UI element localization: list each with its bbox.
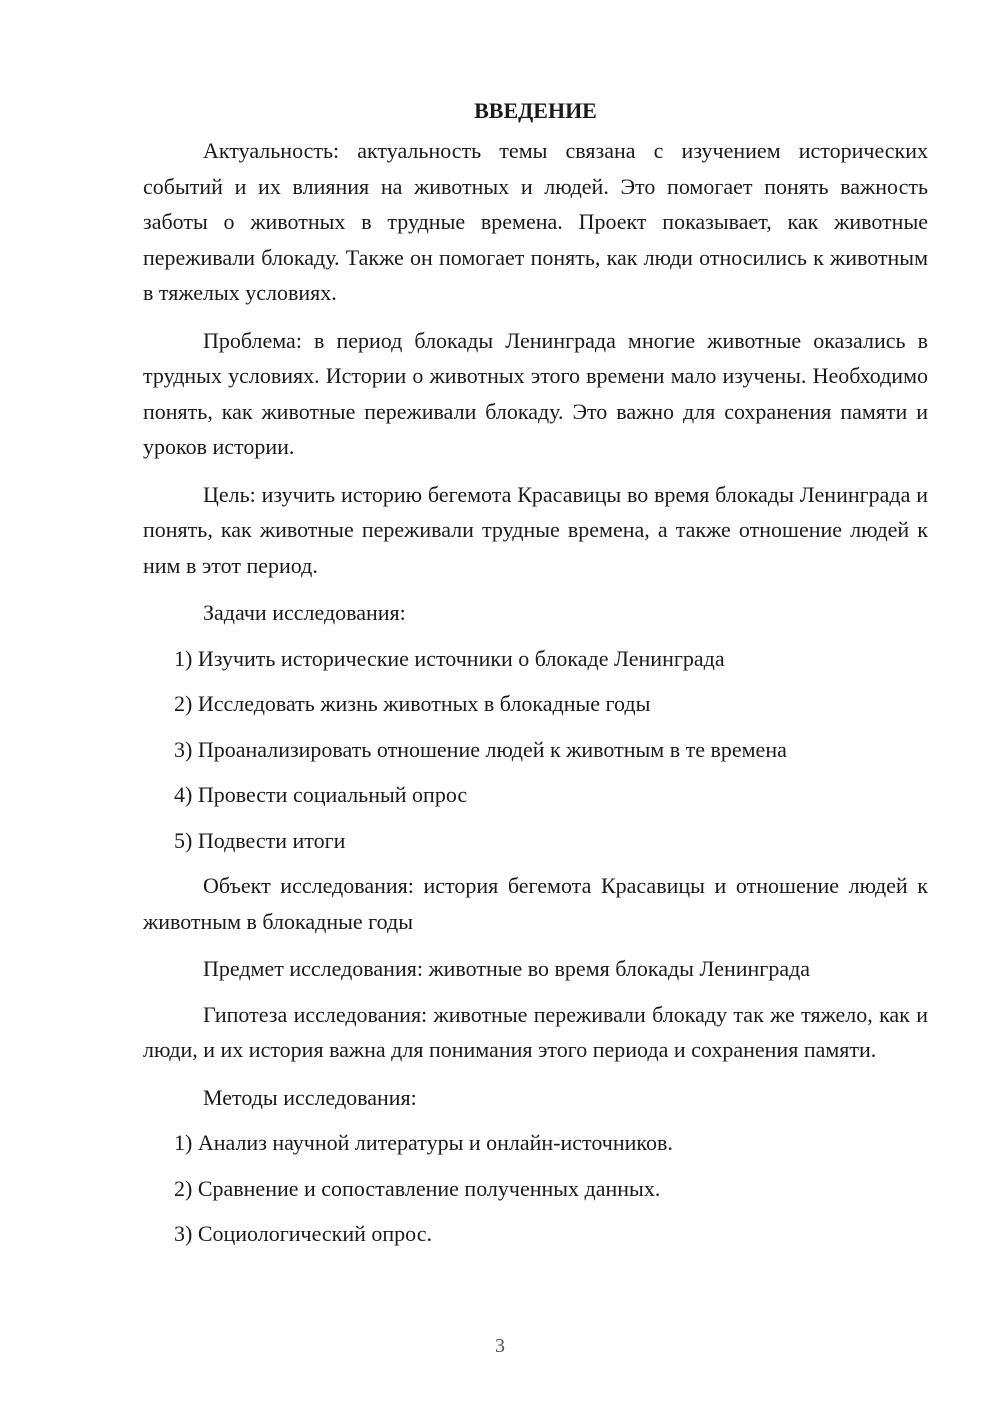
relevance-paragraph: Актуальность: актуальность темы связана с изучением исторических событий и их влияния на животных и людей. Это помогает понять важность заботы о животных в трудные времена. Проект показывает, как животные переживали блокаду. Также он помогает понять, как люди относились к животным в тяжелых условиях. [143, 138, 928, 305]
page-content [143, 93, 928, 1264]
list-item: 4) Провести социальный опрос [174, 782, 468, 807]
list-item: 3) Проанализировать отношение людей к животным в те времена [174, 736, 787, 762]
page-number: 3 [495, 1335, 505, 1357]
hypothesis-paragraph: Гипотеза исследования: животные переживали блокаду так же тяжело, как и люди, и их история важна для понимания этого периода и сохранения памяти. [143, 1001, 928, 1062]
list-item: 2) Исследовать жизнь животных в блокадные годы [174, 691, 651, 716]
section-heading: ВВЕДЕНИЕ [474, 98, 597, 123]
list-item: 1) Изучить исторические источники о блокаде Ленинграда [174, 645, 725, 671]
subject-paragraph: Предмет исследования: животные во время блокады Ленинграда [203, 956, 811, 981]
methods-list [143, 1125, 928, 1252]
problem-paragraph: Проблема: в период блокады Ленинграда многие животные оказались в трудных условиях. Истории о животных этого времени мало изучены. Необходимо понять, как животные переживали блокаду. Это важно для сохранения памяти и уроков истории. [143, 327, 928, 459]
list-item: 5) Подвести итоги [174, 827, 346, 853]
tasks-list [143, 641, 928, 859]
methods-title: Методы исследования: [203, 1084, 417, 1110]
object-paragraph: Объект исследования: история бегемота Красавицы и отношение людей к животным в блокадные годы [143, 873, 928, 934]
list-item: 1) Анализ научной литературы и онлайн-источников. [174, 1130, 673, 1155]
tasks-title: Задачи исследования: [203, 600, 406, 625]
goal-paragraph: Цель: изучить историю бегемота Красавицы во время блокады Ленинграда и понять, как животные переживали трудные времена, а также отношение людей к ним в этот период. [143, 481, 928, 578]
list-item: 2) Сравнение и сопоставление полученных данных. [174, 1175, 661, 1201]
list-item: 3) Социологический опрос. [174, 1221, 432, 1246]
